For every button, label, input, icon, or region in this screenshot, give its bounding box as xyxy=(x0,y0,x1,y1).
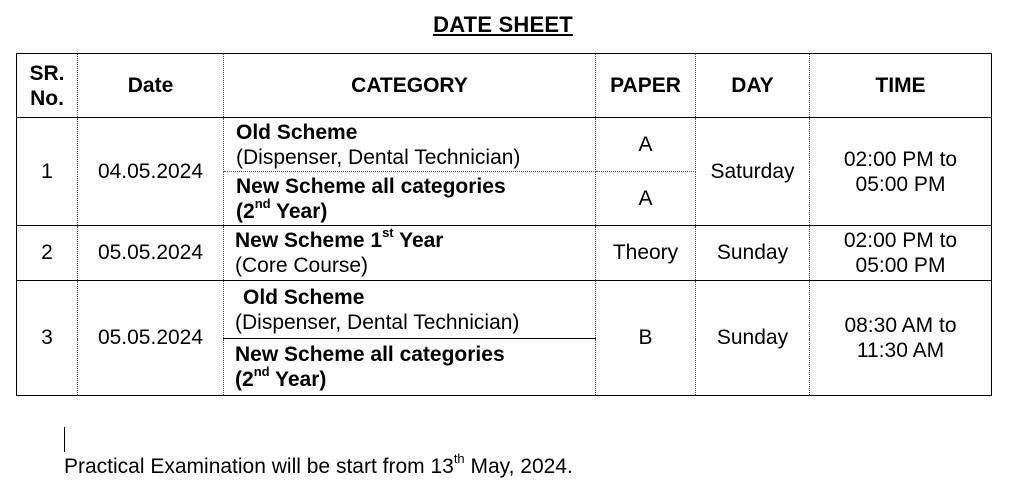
sr-no-cell: 3 xyxy=(17,281,78,396)
paper-cell: B xyxy=(596,281,696,396)
date-cell: 04.05.2024 xyxy=(78,118,224,226)
table-row xyxy=(17,226,992,281)
paper-cell: A xyxy=(596,118,696,172)
category-cell: New Scheme all categories (2nd Year) xyxy=(224,339,596,396)
table-row xyxy=(17,118,992,172)
time-cell: 02:00 PM to 05:00 PM xyxy=(810,118,992,226)
time-cell: 02:00 PM to 05:00 PM xyxy=(810,226,992,281)
category-cell: New Scheme all categories (2nd Year) xyxy=(224,172,596,226)
day-cell: Sunday xyxy=(696,226,810,281)
category-cell: Old Scheme (Dispenser, Dental Technician) xyxy=(224,281,596,339)
paper-cell: A xyxy=(596,172,696,226)
header-paper: PAPER xyxy=(596,54,696,118)
category-cell: New Scheme 1st Year (Core Course) xyxy=(224,226,596,281)
sr-no-cell: 2 xyxy=(17,226,78,281)
table-header-row xyxy=(17,54,992,118)
table-row xyxy=(17,281,992,339)
day-cell: Saturday xyxy=(696,118,810,226)
paper-cell: Theory xyxy=(596,226,696,281)
page-title: DATE SHEET xyxy=(433,12,573,37)
date-cell: 05.05.2024 xyxy=(78,281,224,396)
category-cell: Old Scheme (Dispenser, Dental Technician) xyxy=(224,118,596,172)
time-cell: 08:30 AM to 11:30 AM xyxy=(810,281,992,396)
header-day: DAY xyxy=(696,54,810,118)
header-time: TIME xyxy=(810,54,992,118)
sr-no-cell: 1 xyxy=(17,118,78,226)
date-sheet-table xyxy=(16,53,992,396)
header-date: Date xyxy=(78,54,224,118)
practical-exam-note: Practical Examination will be start from 13th May, 2024. xyxy=(64,451,573,478)
day-cell: Sunday xyxy=(696,281,810,396)
date-cell: 05.05.2024 xyxy=(78,226,224,281)
text-cursor xyxy=(64,427,65,452)
header-sr-no: SR. No. xyxy=(17,54,78,118)
header-category: CATEGORY xyxy=(224,54,596,118)
